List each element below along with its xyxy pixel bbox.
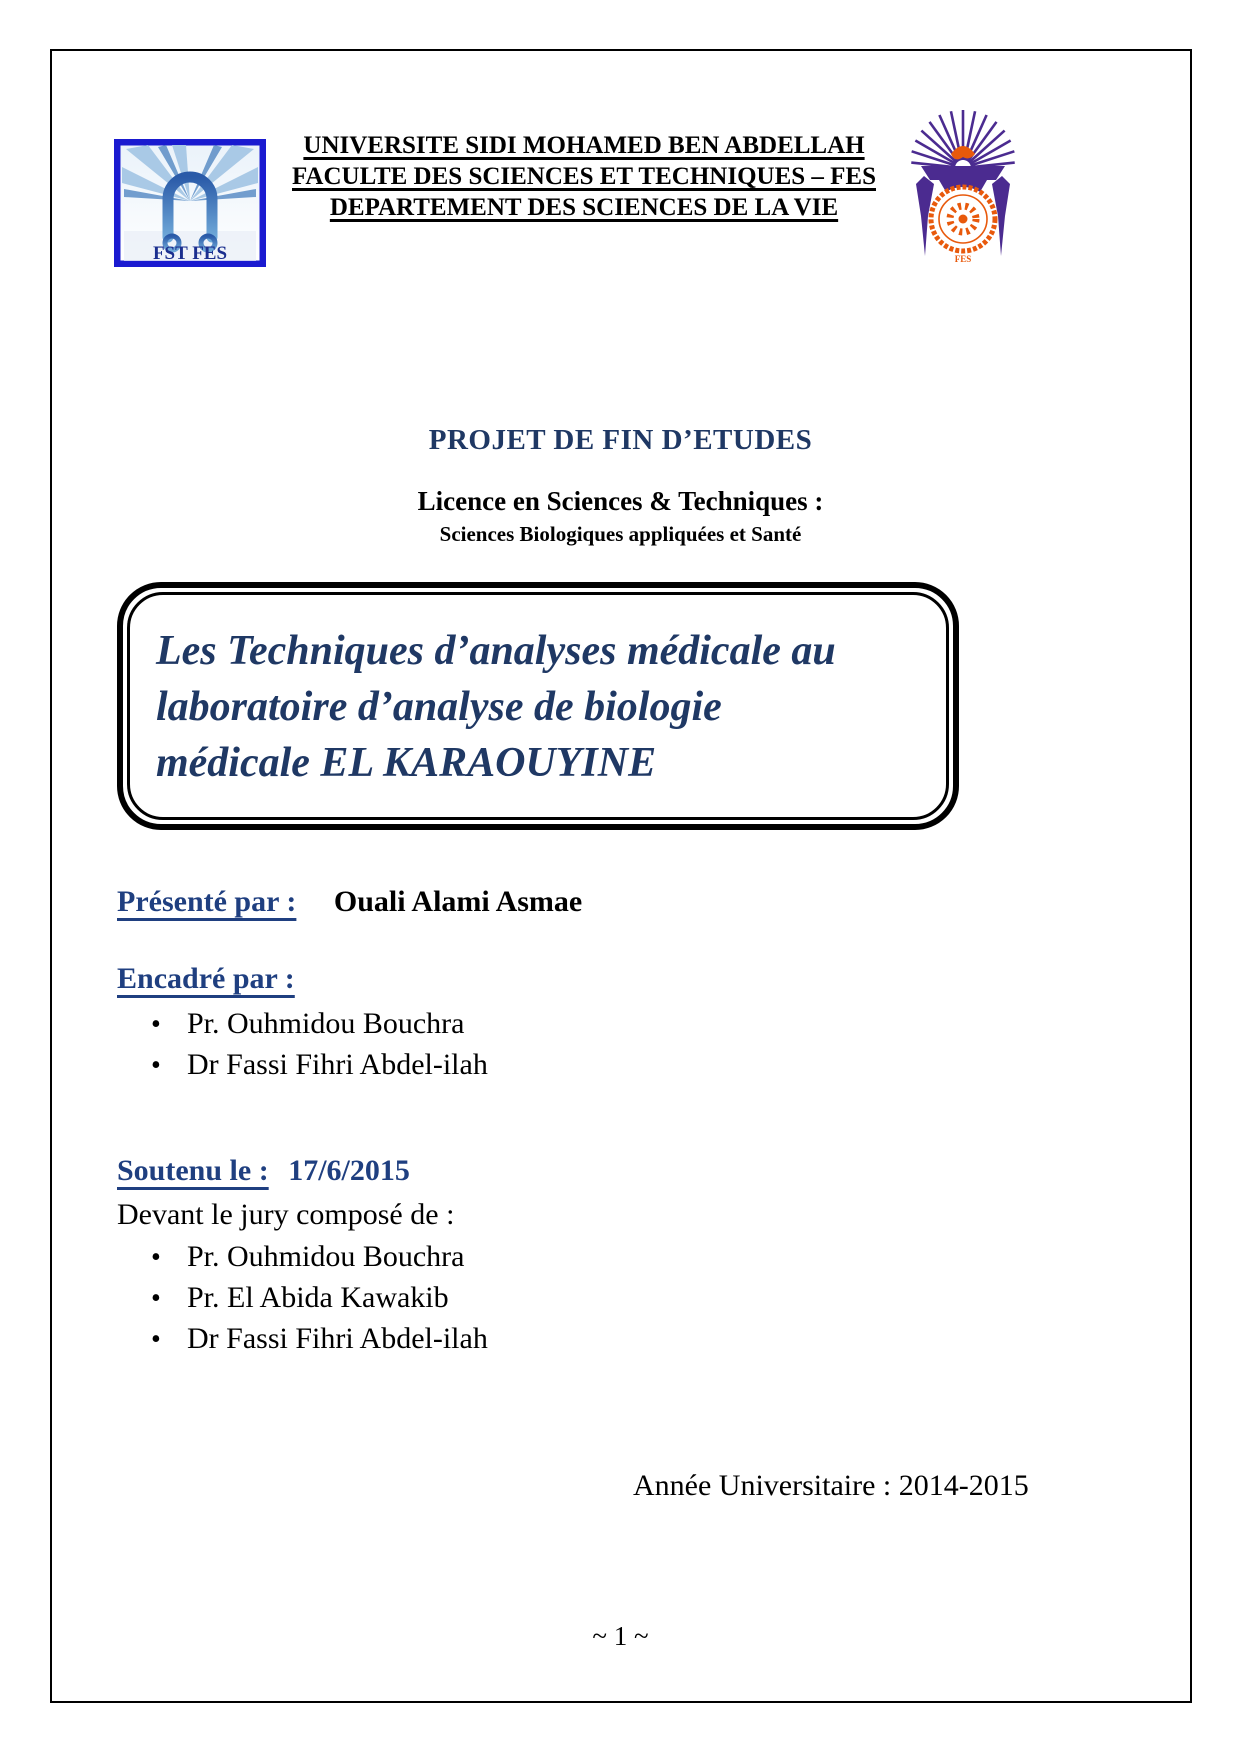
fst-fes-logo-icon	[114, 139, 266, 267]
page-border	[50, 49, 1192, 1703]
jury-member-name: Pr. El Abida Kawakib	[187, 1281, 449, 1314]
jury-intro: Devant le jury composé de :	[117, 1198, 455, 1231]
bullet-icon: •	[151, 1050, 161, 1081]
jury-list	[117, 1237, 488, 1360]
emblem-caption: FES	[954, 254, 972, 264]
page-number: ~ 1 ~	[592, 1621, 649, 1651]
bullet-icon: •	[151, 1242, 161, 1273]
bullet-icon: •	[151, 1324, 161, 1355]
defense-date-label: Soutenu le :	[117, 1154, 269, 1187]
supervised-by-row	[117, 962, 295, 996]
report-title-line-1: Les Techniques d’analyses médicale au	[156, 628, 836, 674]
title-box-inner	[127, 592, 949, 820]
degree-specialty: Sciences Biologiques appliquées et Santé	[439, 522, 802, 546]
academic-year: Année Universitaire : 2014-2015	[633, 1469, 1029, 1502]
report-title-line-2: laboratoire d’analyse de biologie	[156, 684, 722, 730]
report-title-line-3: médicale EL KARAOUYINE	[156, 740, 657, 786]
defense-date-row	[117, 1154, 410, 1188]
list-item	[117, 1237, 488, 1278]
usmba-emblem-icon	[906, 104, 1020, 268]
defense-date-value: 17/6/2015	[288, 1154, 410, 1187]
emblem-fan	[911, 110, 1014, 167]
jury-member-name: Dr Fassi Fihri Abdel-ilah	[187, 1322, 488, 1355]
list-item	[117, 1004, 488, 1045]
supervisors-list	[117, 1004, 488, 1086]
supervisor-name: Pr. Ouhmidou Bouchra	[187, 1007, 465, 1040]
jury-member-name: Pr. Ouhmidou Bouchra	[187, 1240, 465, 1273]
degree-line: Licence en Sciences & Techniques :	[417, 486, 824, 516]
supervisor-name: Dr Fassi Fihri Abdel-ilah	[187, 1048, 488, 1081]
faculty-name: FACULTE DES SCIENCES ET TECHNIQUES – FES	[292, 163, 876, 190]
list-item	[117, 1278, 488, 1319]
list-item	[117, 1319, 488, 1360]
logo-monogram	[165, 177, 215, 250]
bullet-icon: •	[151, 1009, 161, 1040]
author-name: Ouali Alami Asmae	[333, 885, 583, 918]
presented-by-row	[117, 885, 582, 919]
department-name: DEPARTEMENT DES SCIENCES DE LA VIE	[329, 194, 839, 221]
list-item	[117, 1045, 488, 1086]
presented-by-label: Présenté par :	[117, 885, 297, 918]
bullet-icon: •	[151, 1283, 161, 1314]
emblem-medallion	[931, 187, 995, 251]
supervised-by-label: Encadré par :	[117, 962, 295, 995]
project-kicker: PROJET DE FIN D’ETUDES	[428, 424, 813, 456]
university-header	[272, 130, 896, 223]
title-box	[117, 582, 959, 830]
university-name: UNIVERSITE SIDI MOHAMED BEN ABDELLAH	[303, 132, 865, 159]
fst-logo-caption: FST FES	[152, 243, 228, 264]
